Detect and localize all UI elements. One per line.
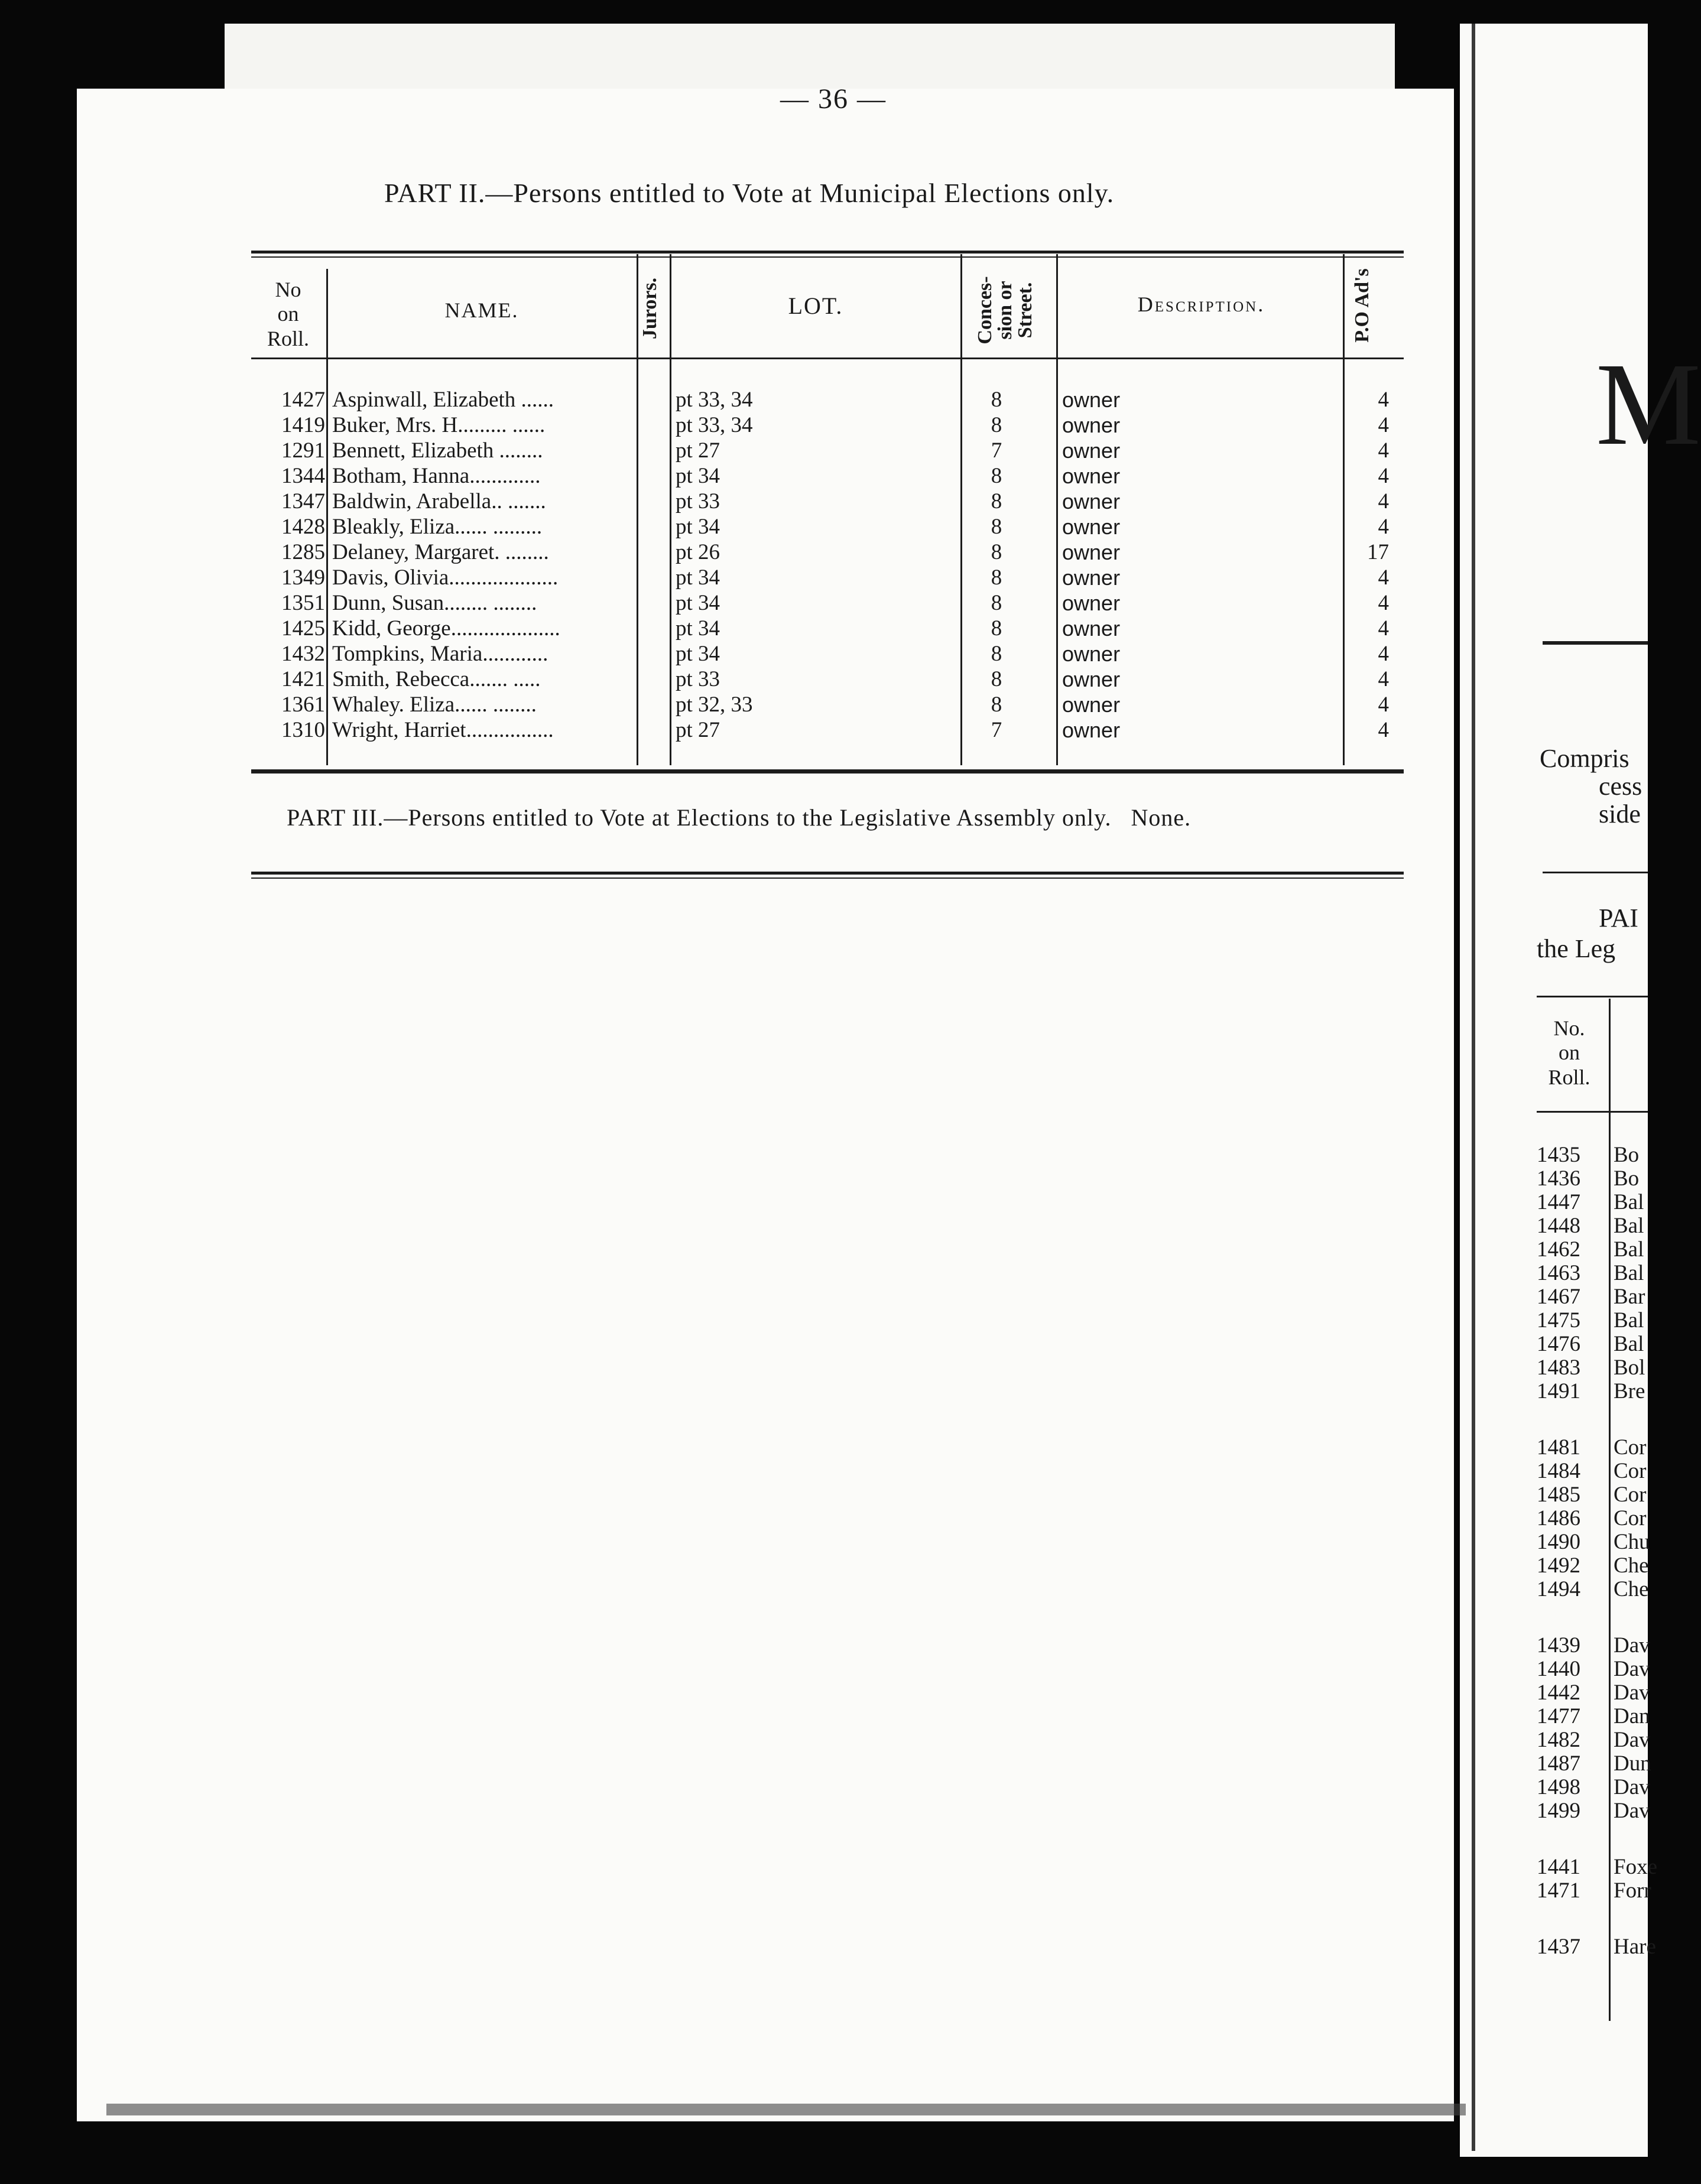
part-3-rule [251, 872, 1404, 875]
page-number: — 36 — [780, 83, 887, 115]
table-top-rule [251, 251, 1404, 254]
right-voter-name-fragment: Cor [1614, 1483, 1647, 1507]
right-intro-line-2: cess [1599, 772, 1642, 801]
description-value: owner [1062, 388, 1121, 412]
right-roll-number: 1467 [1537, 1285, 1580, 1309]
po-address-value: 4 [1378, 388, 1389, 412]
right-table-top-rule [1537, 996, 1648, 997]
lot-value: pt 27 [676, 438, 720, 463]
concession-value: 8 [991, 540, 1002, 564]
lot-value: pt 33 [676, 667, 720, 691]
right-roll-number: 1494 [1537, 1577, 1580, 1601]
description-value: owner [1062, 464, 1121, 488]
po-address-value: 4 [1378, 413, 1389, 437]
voter-name: Whaley. Eliza...... ........ [332, 693, 537, 717]
part-3-rule-thin [251, 878, 1404, 879]
lot-value: pt 27 [676, 718, 720, 742]
right-roll-number: 1439 [1537, 1633, 1580, 1658]
po-address-value: 4 [1378, 464, 1389, 488]
header-bottom-rule [251, 358, 1404, 359]
lot-value: pt 34 [676, 591, 720, 615]
right-roll-number: 1483 [1537, 1356, 1580, 1380]
roll-number: 1421 [281, 667, 325, 691]
lot-value: pt 26 [676, 540, 720, 564]
table-row [0, 590, 1648, 616]
right-voter-name-fragment: Bal [1614, 1332, 1644, 1356]
lot-value: pt 34 [676, 642, 720, 666]
right-roll-number: 1491 [1537, 1379, 1580, 1403]
lot-value: pt 34 [676, 515, 720, 539]
roll-number: 1347 [281, 489, 325, 514]
right-page-title-fragment: M [1596, 339, 1701, 470]
po-address-value: 17 [1367, 540, 1389, 564]
roll-number: 1419 [281, 413, 325, 437]
right-voter-name-fragment: Bar [1614, 1285, 1645, 1309]
right-part-line-1: PAI [1599, 904, 1638, 932]
right-voter-name-fragment: Dav [1614, 1681, 1650, 1705]
po-address-value: 4 [1378, 438, 1389, 463]
right-roll-number: 1435 [1537, 1143, 1580, 1167]
table-row [0, 692, 1648, 717]
po-address-value: 4 [1378, 642, 1389, 666]
right-voter-name-fragment: Hare [1614, 1935, 1656, 1959]
po-address-value: 4 [1378, 489, 1389, 514]
right-voter-name-fragment: Bo [1614, 1143, 1640, 1167]
roll-number: 1432 [281, 642, 325, 666]
right-roll-number: 1442 [1537, 1681, 1580, 1705]
right-voter-name-fragment: Bol [1614, 1356, 1645, 1380]
concession-value: 8 [991, 464, 1002, 488]
right-roll-number: 1440 [1537, 1657, 1580, 1681]
lot-value: pt 33, 34 [676, 413, 753, 437]
right-part-line-2: the Leg [1537, 934, 1616, 963]
right-roll-number: 1471 [1537, 1878, 1580, 1903]
roll-number: 1428 [281, 515, 325, 539]
right-voter-name-fragment: Dav [1614, 1775, 1650, 1799]
roll-number: 1310 [281, 718, 325, 742]
right-roll-number: 1475 [1537, 1308, 1580, 1332]
table-top-rule-thin [251, 256, 1404, 258]
right-voter-name-fragment: Bal [1614, 1308, 1644, 1332]
right-voter-name-fragment: Che [1614, 1554, 1649, 1578]
roll-number: 1427 [281, 388, 325, 412]
po-address-value: 4 [1378, 515, 1389, 539]
lot-value: pt 32, 33 [676, 693, 753, 717]
concession-value: 8 [991, 616, 1002, 641]
right-voter-name-fragment: Dav [1614, 1633, 1650, 1658]
voter-name: Botham, Hanna............. [332, 464, 541, 488]
right-roll-number: 1487 [1537, 1751, 1580, 1776]
table-row [0, 540, 1648, 565]
right-voter-name-fragment: Bal [1614, 1261, 1644, 1285]
page-bottom-edge [106, 2104, 1466, 2115]
table-row [0, 667, 1648, 692]
concession-value: 8 [991, 566, 1002, 590]
concession-value: 8 [991, 388, 1002, 412]
part-2-heading: PART II.—Persons entitled to Vote at Municipal Elections only. [384, 178, 1115, 208]
part-3-heading: PART III.—Persons entitled to Vote at Elections to the Legislative Assembly only. None. [287, 804, 1192, 831]
header-lot: LOT. [788, 292, 843, 319]
right-roll-number: 1482 [1537, 1728, 1580, 1752]
header-jurors: Jurors. [639, 277, 661, 340]
header-concession: Conces- sion or Street. [974, 276, 1036, 344]
voter-name: Kidd, George.................... [332, 616, 560, 641]
table-row [0, 514, 1648, 540]
right-intro-line-1: Compris [1540, 744, 1629, 773]
concession-value: 8 [991, 693, 1002, 717]
po-address-value: 4 [1378, 566, 1389, 590]
voter-name: Smith, Rebecca....... ..... [332, 667, 541, 691]
po-address-value: 4 [1378, 616, 1389, 641]
voter-name: Tompkins, Maria............ [332, 642, 548, 666]
table-row [0, 489, 1648, 514]
description-value: owner [1062, 515, 1121, 539]
right-page-rule [1543, 641, 1648, 645]
right-voter-name-fragment: Cor [1614, 1435, 1647, 1460]
right-roll-number: 1448 [1537, 1214, 1580, 1238]
table-row [0, 438, 1648, 463]
right-roll-number: 1441 [1537, 1855, 1580, 1879]
po-address-value: 4 [1378, 591, 1389, 615]
roll-number: 1291 [281, 438, 325, 463]
description-value: owner [1062, 616, 1121, 641]
voter-name: Buker, Mrs. H......... ...... [332, 413, 546, 437]
description-value: owner [1062, 413, 1121, 437]
right-voter-name-fragment: Bal [1614, 1214, 1644, 1238]
voter-name: Davis, Olivia.................... [332, 566, 559, 590]
right-roll-number: 1476 [1537, 1332, 1580, 1356]
table-row [0, 717, 1648, 743]
voter-name: Baldwin, Arabella.. ....... [332, 489, 546, 514]
right-voter-name-fragment: Dav [1614, 1657, 1650, 1681]
voter-name: Bleakly, Eliza...... ......... [332, 515, 543, 539]
concession-value: 8 [991, 642, 1002, 666]
right-voter-name-fragment: Bo [1614, 1166, 1640, 1191]
right-roll-number: 1485 [1537, 1483, 1580, 1507]
po-address-value: 4 [1378, 718, 1389, 742]
voter-name: Delaney, Margaret. ........ [332, 540, 549, 564]
right-voter-name-fragment: Bal [1614, 1237, 1644, 1262]
right-roll-number: 1498 [1537, 1775, 1580, 1799]
right-voter-name-fragment: Dav [1614, 1799, 1650, 1823]
right-page-rule-2 [1543, 872, 1648, 873]
description-value: owner [1062, 489, 1121, 514]
voter-name: Wright, Harriet................ [332, 718, 554, 742]
right-voter-name-fragment: Dan [1614, 1704, 1650, 1728]
description-value: owner [1062, 667, 1121, 691]
concession-value: 8 [991, 515, 1002, 539]
right-voter-name-fragment: Cor [1614, 1459, 1647, 1483]
right-roll-number: 1463 [1537, 1261, 1580, 1285]
right-voter-name-fragment: Bal [1614, 1190, 1644, 1214]
right-voter-name-fragment: Forr [1614, 1878, 1651, 1903]
roll-number: 1344 [281, 464, 325, 488]
lot-value: pt 33, 34 [676, 388, 753, 412]
po-address-value: 4 [1378, 667, 1389, 691]
right-roll-number: 1462 [1537, 1237, 1580, 1262]
voter-name: Dunn, Susan........ ........ [332, 591, 537, 615]
table-row [0, 565, 1648, 590]
lot-value: pt 34 [676, 616, 720, 641]
roll-number: 1349 [281, 566, 325, 590]
roll-number: 1351 [281, 591, 325, 615]
voter-name: Aspinwall, Elizabeth ...... [332, 388, 554, 412]
table-row [0, 387, 1648, 412]
header-no-on-roll: No on Roll. [267, 278, 309, 350]
right-roll-number: 1481 [1537, 1435, 1580, 1460]
right-voter-name-fragment: Cor [1614, 1506, 1647, 1530]
right-voter-name-fragment: Dav [1614, 1728, 1650, 1752]
right-col-line [1609, 999, 1611, 2021]
right-roll-number: 1447 [1537, 1190, 1580, 1214]
right-roll-number: 1492 [1537, 1554, 1580, 1578]
part-3-status: None. [1131, 804, 1192, 831]
right-roll-number: 1490 [1537, 1530, 1580, 1554]
description-value: owner [1062, 718, 1121, 742]
concession-value: 8 [991, 489, 1002, 514]
description-value: owner [1062, 693, 1121, 717]
header-po: P.O Ad's [1351, 268, 1373, 343]
right-voter-name-fragment: Chu [1614, 1530, 1650, 1554]
right-roll-number: 1499 [1537, 1799, 1580, 1823]
po-address-value: 4 [1378, 693, 1389, 717]
roll-number: 1285 [281, 540, 325, 564]
right-roll-number: 1436 [1537, 1166, 1580, 1191]
description-value: owner [1062, 642, 1121, 666]
concession-value: 8 [991, 667, 1002, 691]
right-voter-name-fragment: Foxe [1614, 1855, 1657, 1879]
right-header-bottom-rule [1537, 1111, 1648, 1113]
right-voter-name-fragment: Bre [1614, 1379, 1645, 1403]
header-description: Description. [1137, 292, 1265, 316]
right-roll-number: 1437 [1537, 1935, 1580, 1959]
table-row [0, 616, 1648, 641]
description-value: owner [1062, 540, 1121, 564]
right-roll-number: 1486 [1537, 1506, 1580, 1530]
page-fold-line [1472, 24, 1475, 2151]
header-name: NAME. [444, 298, 519, 322]
lot-value: pt 34 [676, 464, 720, 488]
voter-name: Bennett, Elizabeth ........ [332, 438, 543, 463]
description-value: owner [1062, 591, 1121, 615]
concession-value: 8 [991, 591, 1002, 615]
description-value: owner [1062, 566, 1121, 590]
concession-value: 7 [991, 438, 1002, 463]
table-row [0, 412, 1648, 438]
concession-value: 7 [991, 718, 1002, 742]
concession-value: 8 [991, 413, 1002, 437]
description-value: owner [1062, 438, 1121, 463]
lot-value: pt 33 [676, 489, 720, 514]
table-bottom-rule [251, 769, 1404, 774]
right-roll-number: 1477 [1537, 1704, 1580, 1728]
table-row [0, 641, 1648, 667]
right-roll-number: 1484 [1537, 1459, 1580, 1483]
right-intro-line-3: side [1599, 800, 1641, 828]
lot-value: pt 34 [676, 566, 720, 590]
roll-number: 1361 [281, 693, 325, 717]
roll-number: 1425 [281, 616, 325, 641]
right-header-no-on-roll: No. on Roll. [1548, 1016, 1590, 1089]
right-voter-name-fragment: Dun [1614, 1751, 1651, 1776]
right-voter-name-fragment: Che [1614, 1577, 1649, 1601]
table-row [0, 463, 1648, 489]
